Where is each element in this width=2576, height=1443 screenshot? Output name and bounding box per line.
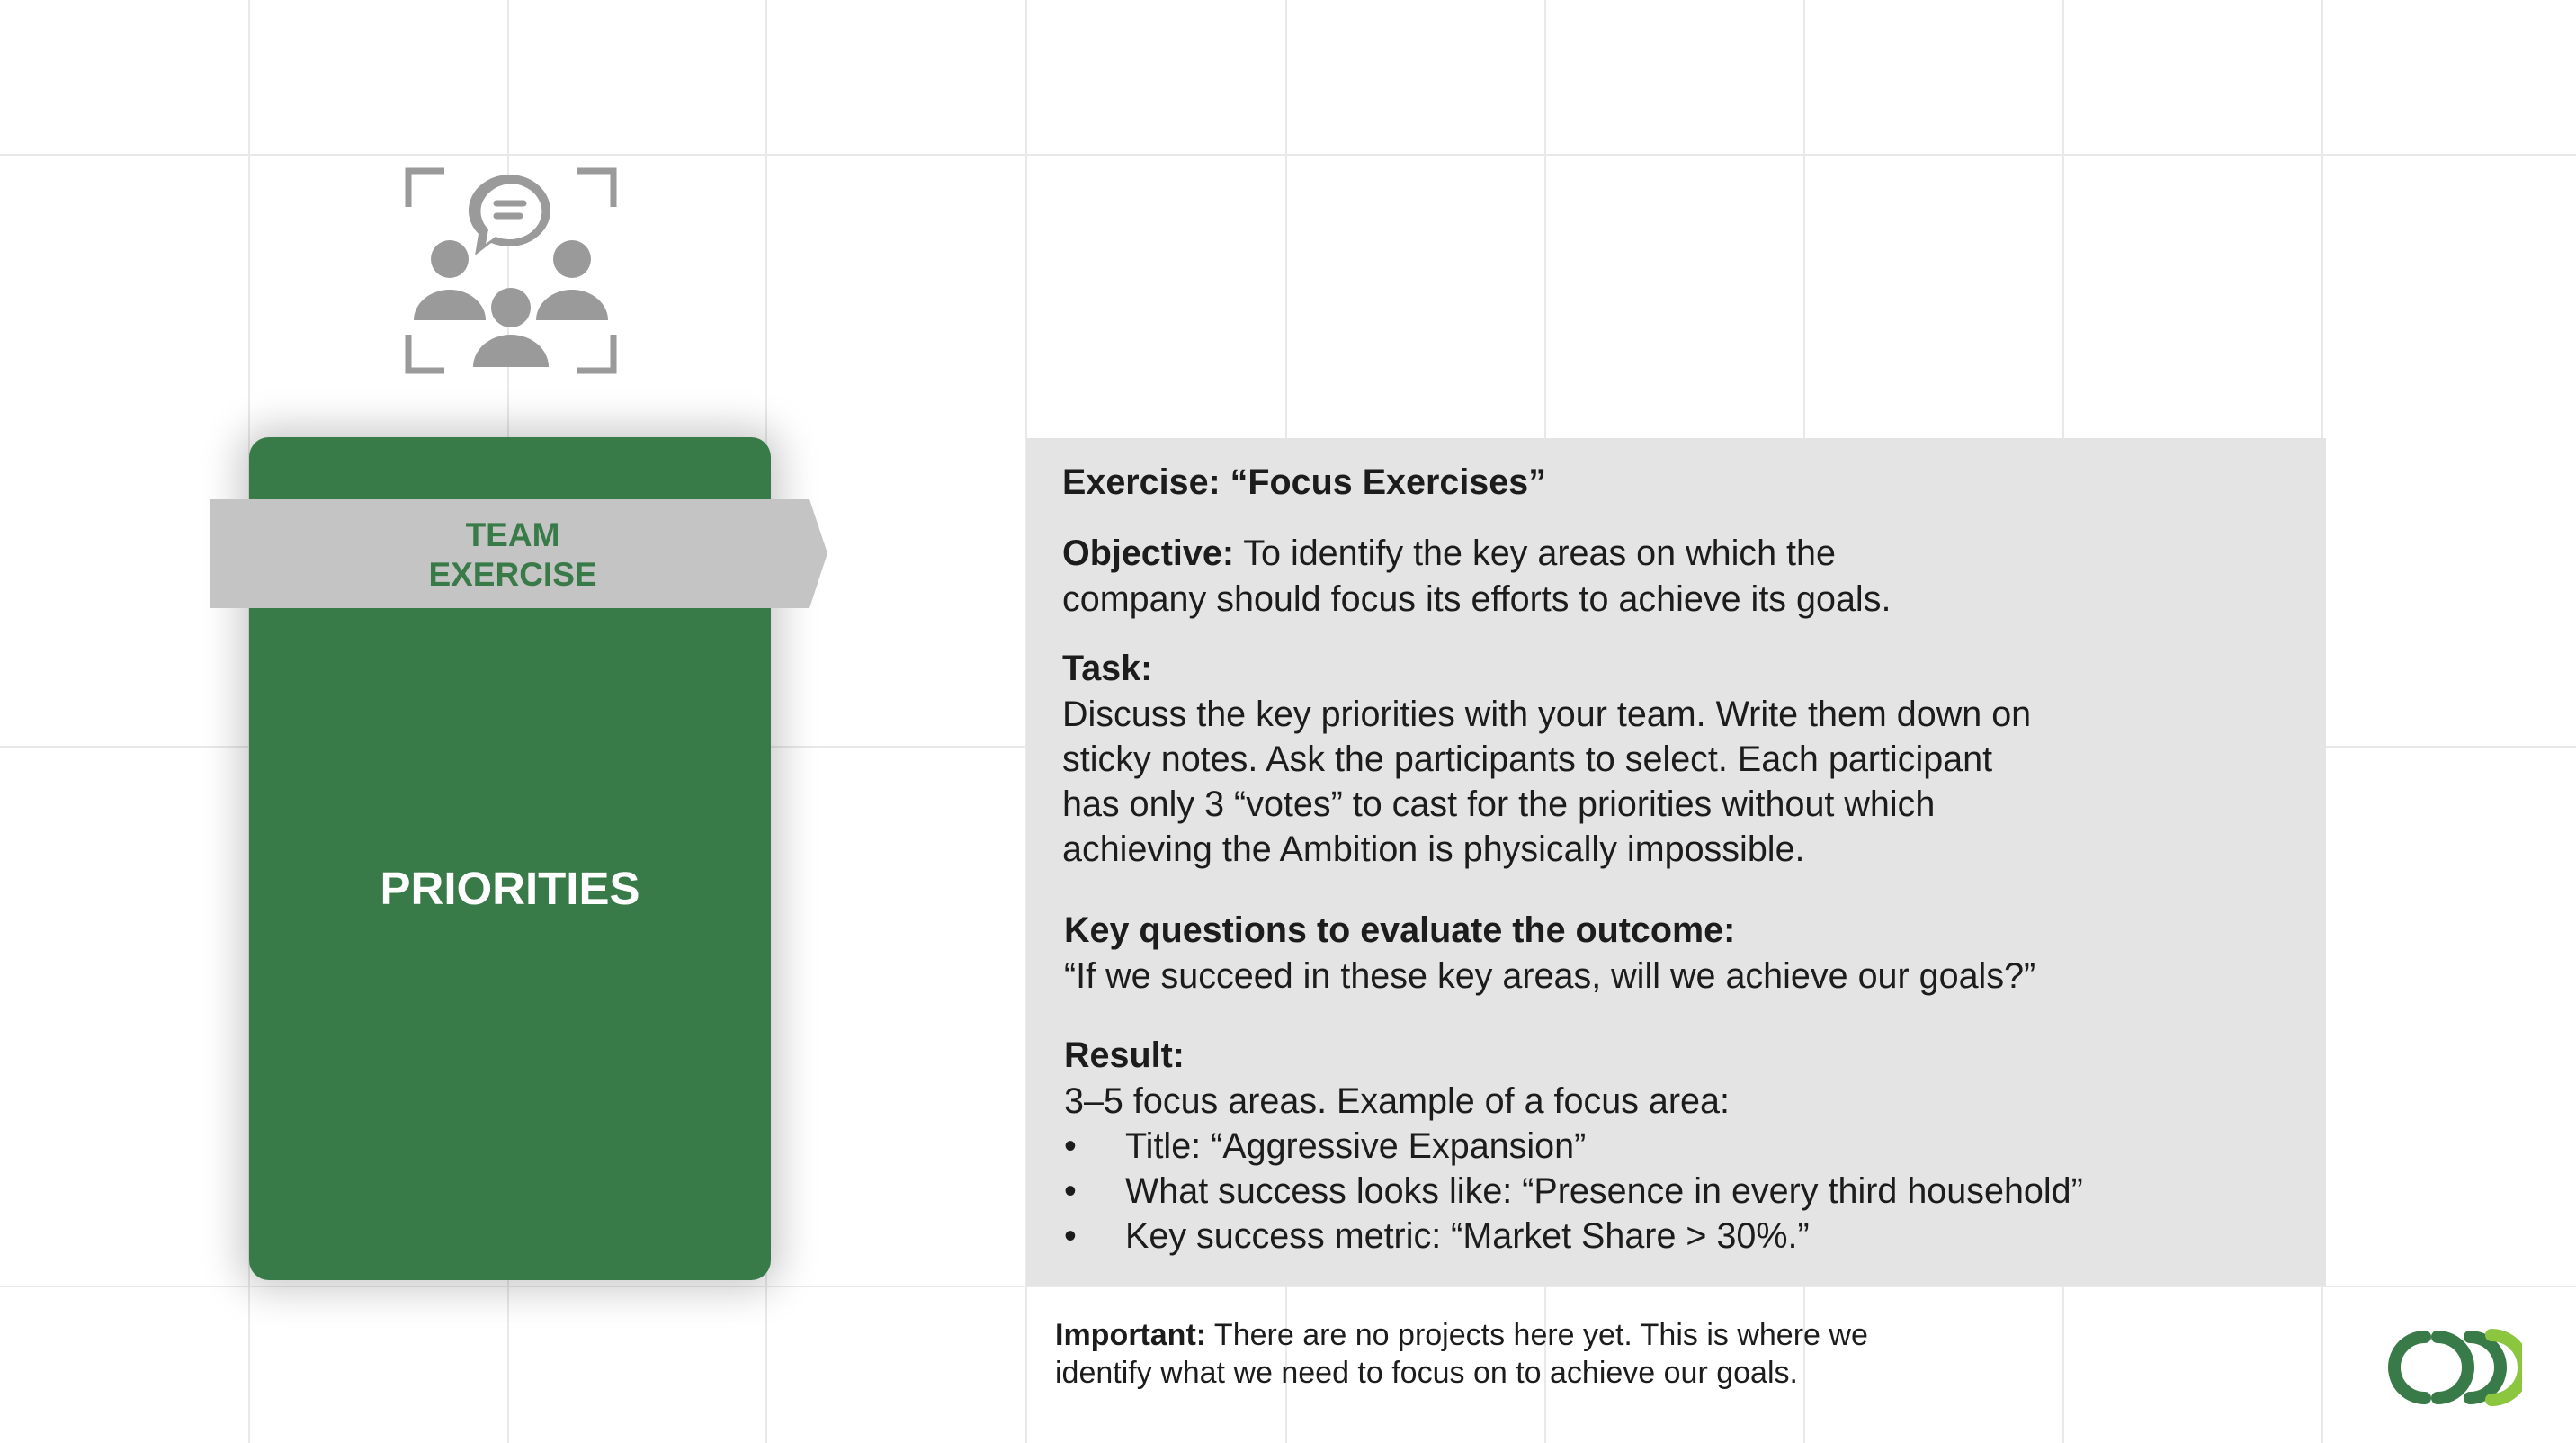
task-label: Task: — [1062, 649, 1153, 688]
objective-line-1 — [1062, 531, 1836, 576]
result-label: Result: — [1064, 1035, 1185, 1075]
exercise-heading: Exercise: “Focus Exercises” — [1062, 462, 1546, 502]
bullet-marker: • — [1064, 1216, 1077, 1256]
bullet-item-2: What success looks like: “Presence in every third household” — [1125, 1171, 2083, 1211]
ribbon-line-exercise: EXERCISE — [428, 556, 597, 593]
result-intro: 3–5 focus areas. Example of a focus area: — [1064, 1081, 1730, 1121]
task-line-4: achieving the Ambition is physically impossible. — [1062, 829, 1805, 869]
card-title: PRIORITIES — [380, 863, 640, 914]
bullet-item-1: Title: “Aggressive Expansion” — [1125, 1126, 1587, 1166]
ribbon-label — [210, 515, 815, 595]
note-text-1: There are no projects here yet. This is where we — [1206, 1318, 1868, 1352]
company-logo — [2384, 1326, 2522, 1409]
important-note — [1055, 1316, 1868, 1392]
key-question: “If we succeed in these key areas, will we achieve our goals?” — [1064, 956, 2036, 996]
questions-label: Key questions to evaluate the outcome: — [1064, 910, 1736, 950]
note-label: Important: — [1055, 1318, 1207, 1352]
ribbon-line-team: TEAM — [465, 516, 560, 553]
team-discussion-icon — [405, 167, 617, 374]
objective-label: Objective: — [1062, 533, 1234, 573]
note-line-2: identify what we need to focus on to achieve our goals. — [1055, 1356, 1798, 1390]
task-line-1: Discuss the key priorities with your team. Write them down on — [1062, 695, 2032, 734]
bullet-marker: • — [1064, 1126, 1077, 1166]
note-line-1 — [1055, 1316, 1868, 1354]
task-line-2: sticky notes. Ask the participants to select. Each participant — [1062, 739, 1993, 779]
task-line-3: has only 3 “votes” to cast for the priorities without which — [1062, 784, 1936, 824]
bullet-item-3: Key success metric: “Market Share > 30%.” — [1125, 1216, 1810, 1256]
bullet-marker: • — [1064, 1171, 1077, 1211]
objective-text-1: To identify the key areas on which the — [1233, 533, 1836, 573]
objective-line-2: company should focus its efforts to achieve its goals. — [1062, 579, 1892, 619]
